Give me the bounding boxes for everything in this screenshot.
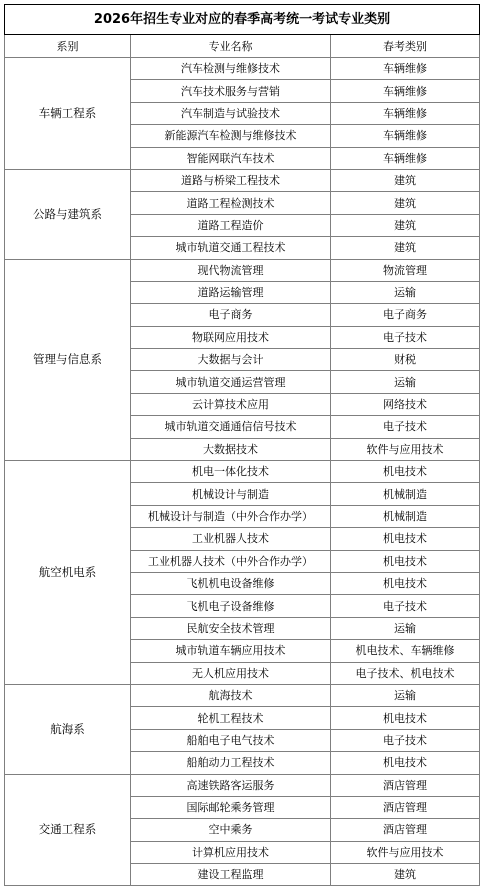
table-row [5, 169, 480, 191]
major-cell: 机械设计与制造 [131, 483, 331, 505]
major-cell: 现代物流管理 [131, 259, 331, 281]
major-cell: 工业机器人技术 [131, 528, 331, 550]
category-cell: 机电技术 [331, 707, 480, 729]
table-row [5, 461, 480, 483]
major-cell: 道路工程检测技术 [131, 192, 331, 214]
major-cell: 道路与桥梁工程技术 [131, 169, 331, 191]
major-cell: 空中乘务 [131, 819, 331, 841]
category-cell: 电子技术 [331, 729, 480, 751]
category-cell: 电子技术 [331, 416, 480, 438]
major-cell: 高速铁路客运服务 [131, 774, 331, 796]
category-cell: 车辆维修 [331, 58, 480, 80]
major-cell: 城市轨道车辆应用技术 [131, 640, 331, 662]
department-cell: 航空机电系 [5, 461, 131, 685]
table-row [5, 774, 480, 796]
category-cell: 酒店管理 [331, 819, 480, 841]
category-cell: 车辆维修 [331, 125, 480, 147]
department-cell: 航海系 [5, 684, 131, 774]
major-cell: 汽车制造与试验技术 [131, 102, 331, 124]
major-cell: 船舶动力工程技术 [131, 752, 331, 774]
category-cell: 机械制造 [331, 483, 480, 505]
major-cell: 云计算技术应用 [131, 393, 331, 415]
category-cell: 机电技术 [331, 752, 480, 774]
major-cell: 城市轨道交通工程技术 [131, 237, 331, 259]
major-cell: 国际邮轮乘务管理 [131, 796, 331, 818]
category-cell: 电子技术 [331, 595, 480, 617]
major-cell: 机械设计与制造（中外合作办学） [131, 505, 331, 527]
table-row [5, 58, 480, 80]
major-cell: 机电一体化技术 [131, 461, 331, 483]
category-cell: 建筑 [331, 214, 480, 236]
major-cell: 电子商务 [131, 304, 331, 326]
major-cell: 智能网联汽车技术 [131, 147, 331, 169]
major-cell: 轮机工程技术 [131, 707, 331, 729]
category-cell: 电子商务 [331, 304, 480, 326]
category-cell: 机械制造 [331, 505, 480, 527]
major-cell: 计算机应用技术 [131, 841, 331, 863]
major-cell: 大数据与会计 [131, 349, 331, 371]
category-cell: 车辆维修 [331, 147, 480, 169]
category-cell: 酒店管理 [331, 796, 480, 818]
category-cell: 机电技术、车辆维修 [331, 640, 480, 662]
major-cell: 航海技术 [131, 684, 331, 706]
category-cell: 机电技术 [331, 550, 480, 572]
major-cell: 飞机机电设备维修 [131, 572, 331, 594]
major-cell: 船舶电子电气技术 [131, 729, 331, 751]
major-cell: 工业机器人技术（中外合作办学） [131, 550, 331, 572]
department-cell: 公路与建筑系 [5, 169, 131, 259]
category-cell: 软件与应用技术 [331, 438, 480, 460]
category-cell: 运输 [331, 371, 480, 393]
category-cell: 运输 [331, 684, 480, 706]
document-page [4, 4, 479, 886]
major-cell: 民航安全技术管理 [131, 617, 331, 639]
category-cell: 建筑 [331, 192, 480, 214]
major-cell: 新能源汽车检测与维修技术 [131, 125, 331, 147]
major-cell: 无人机应用技术 [131, 662, 331, 684]
category-cell: 运输 [331, 281, 480, 303]
category-cell: 建筑 [331, 864, 480, 886]
table-row [5, 259, 480, 281]
column-header-category: 春考类别 [331, 35, 480, 58]
major-cell: 城市轨道交通运营管理 [131, 371, 331, 393]
category-cell: 机电技术 [331, 461, 480, 483]
department-cell: 车辆工程系 [5, 58, 131, 170]
category-cell: 电子技术、机电技术 [331, 662, 480, 684]
major-cell: 汽车检测与维修技术 [131, 58, 331, 80]
table-title: 2026年招生专业对应的春季高考统一考试专业类别 [5, 5, 480, 35]
category-cell: 建筑 [331, 237, 480, 259]
category-cell: 酒店管理 [331, 774, 480, 796]
major-cell: 汽车技术服务与营销 [131, 80, 331, 102]
category-cell: 机电技术 [331, 572, 480, 594]
major-cell: 建设工程监理 [131, 864, 331, 886]
major-cell: 道路运输管理 [131, 281, 331, 303]
column-header-major: 专业名称 [131, 35, 331, 58]
table-row [5, 684, 480, 706]
category-cell: 财税 [331, 349, 480, 371]
department-cell: 管理与信息系 [5, 259, 131, 461]
department-cell: 交通工程系 [5, 774, 131, 886]
column-header-dept: 系别 [5, 35, 131, 58]
category-cell: 运输 [331, 617, 480, 639]
table-body [5, 58, 480, 886]
major-category-table [4, 4, 480, 886]
category-cell: 建筑 [331, 169, 480, 191]
category-cell: 车辆维修 [331, 102, 480, 124]
major-cell: 飞机电子设备维修 [131, 595, 331, 617]
category-cell: 车辆维修 [331, 80, 480, 102]
category-cell: 网络技术 [331, 393, 480, 415]
major-cell: 道路工程造价 [131, 214, 331, 236]
major-cell: 大数据技术 [131, 438, 331, 460]
category-cell: 机电技术 [331, 528, 480, 550]
major-cell: 物联网应用技术 [131, 326, 331, 348]
major-cell: 城市轨道交通通信信号技术 [131, 416, 331, 438]
category-cell: 电子技术 [331, 326, 480, 348]
category-cell: 物流管理 [331, 259, 480, 281]
category-cell: 软件与应用技术 [331, 841, 480, 863]
